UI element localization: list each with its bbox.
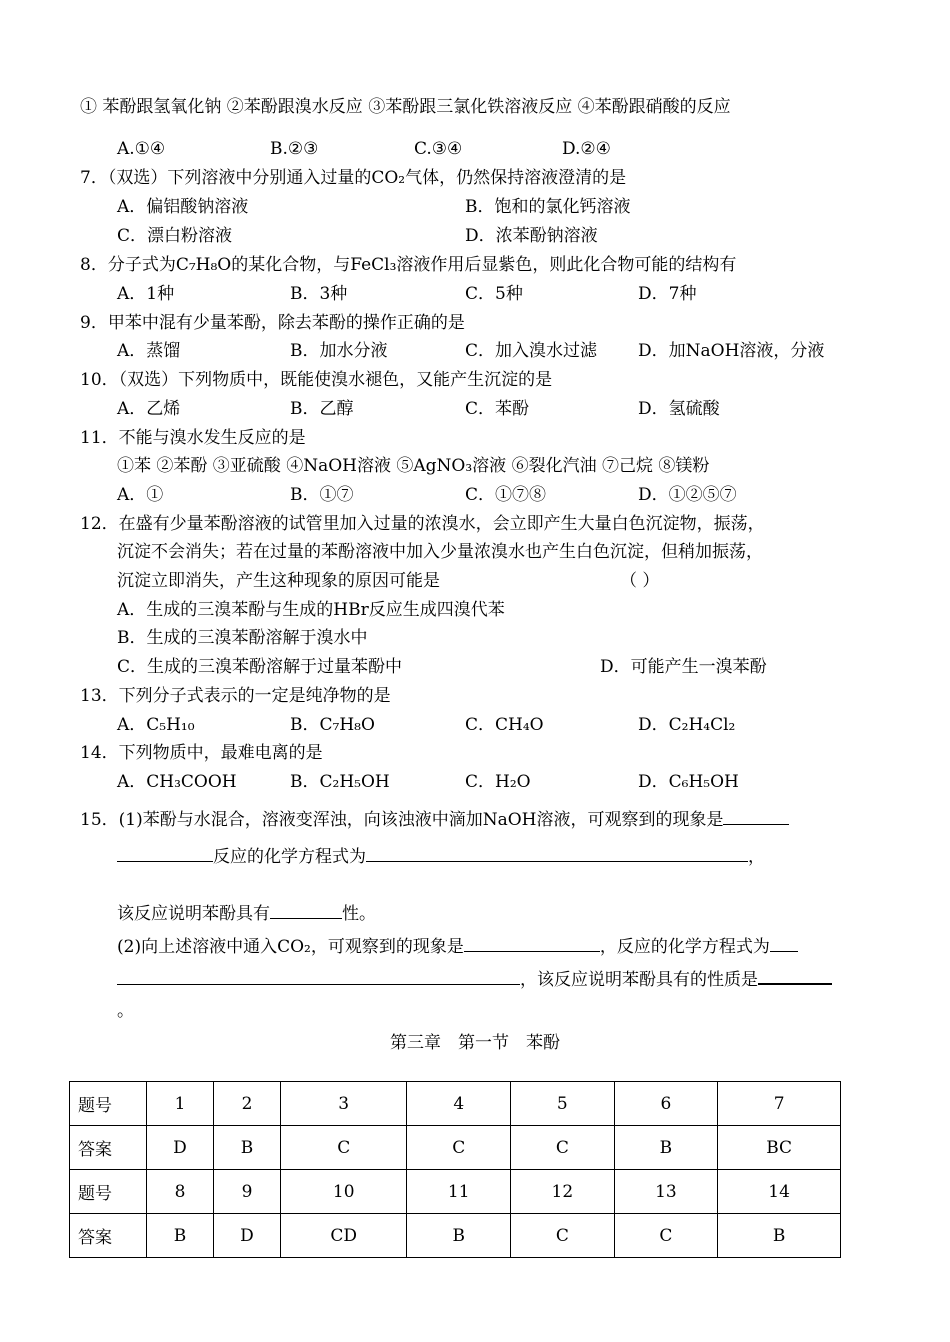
q15-blank-co2-equation[interactable]	[770, 935, 798, 952]
table-cell: C	[511, 1126, 615, 1170]
table-cell: 9	[213, 1170, 280, 1214]
table-row	[70, 1126, 841, 1170]
table-cell: 6	[614, 1082, 718, 1126]
table-cell: 13	[614, 1170, 718, 1214]
q12-stem-line1: 12．在盛有少量苯酚溶液的试管里加入过量的浓溴水，会立即产生大量白色沉淀物，振荡，	[80, 514, 765, 534]
q14-option-d: D．C₆H₅OH	[638, 772, 739, 792]
q15-part2-line2	[117, 967, 832, 991]
q8-option-c: C．5种	[465, 284, 523, 304]
table-cell: B	[614, 1126, 718, 1170]
q11-stem: 11．不能与溴水发生反应的是	[80, 428, 306, 448]
q11-option-a: A．①	[117, 485, 164, 505]
table-cell: 10	[280, 1170, 406, 1214]
q8-option-a: A．1种	[117, 284, 175, 304]
q15-equation-label: 反应的化学方程式为	[213, 847, 366, 867]
q9-option-b: B．加水分液	[290, 341, 388, 361]
q12-stem-line3: 沉淀立即消失，产生这种现象的原因可能是	[117, 571, 440, 591]
q6-option-d: D.②④	[562, 139, 611, 159]
q15-blank-co2-equation-cont[interactable]	[117, 968, 520, 985]
q11-option-b: B．①⑦	[290, 485, 354, 505]
q9-stem: 9．甲苯中混有少量苯酚，除去苯酚的操作正确的是	[80, 313, 465, 333]
q8-option-b: B．3种	[290, 284, 348, 304]
q15-blank-phenomenon-cont[interactable]	[117, 845, 213, 862]
q11-option-c: C．①⑦⑧	[465, 485, 547, 505]
row-header: 题号	[70, 1170, 147, 1214]
q15-blank-co2-phenomenon[interactable]	[464, 935, 600, 952]
q15-part1-line2	[117, 845, 765, 868]
q9-option-a: A．蒸馏	[117, 341, 181, 361]
q8-stem: 8．分子式为C₇H₈O的某化合物，与FeCl₃溶液作用后显紫色，则此化合物可能的结构有	[80, 255, 737, 275]
q14-option-b: B．C₂H₅OH	[290, 772, 390, 792]
q9-option-d: D．加NaOH溶液，分液	[638, 341, 825, 361]
q15-part2-property-label: ，该反应说明苯酚具有的性质是	[520, 970, 758, 990]
q6-option-a: A.①④	[117, 139, 166, 159]
row-header: 答案	[70, 1126, 147, 1170]
q15-period: 。	[117, 1001, 134, 1021]
q15-comma: ，	[748, 847, 765, 867]
q12-stem-line2: 沉淀不会消失；若在过量的苯酚溶液中加入少量浓溴水也产生白色沉淀，但稍加振荡，	[117, 542, 763, 562]
q13-option-d: D．C₂H₄Cl₂	[638, 715, 736, 735]
q15-blank-phenomenon[interactable]	[723, 808, 789, 825]
table-cell: B	[718, 1214, 841, 1258]
table-cell: 8	[147, 1170, 214, 1214]
table-row	[70, 1082, 841, 1126]
q15-property-suffix: 性。	[342, 904, 376, 924]
q12-option-c: C．生成的三溴苯酚溶解于过量苯酚中	[117, 657, 403, 677]
table-cell: 5	[511, 1082, 615, 1126]
q13-option-a: A．C₅H₁₀	[117, 715, 195, 735]
q12-answer-paren: （ ）	[620, 571, 660, 591]
q15-part1-line1	[80, 808, 789, 831]
q7-option-d: D．浓苯酚钠溶液	[465, 226, 598, 246]
table-cell: B	[213, 1126, 280, 1170]
q13-option-c: C．CH₄O	[465, 715, 544, 735]
q12-option-a: A．生成的三溴苯酚与生成的HBr反应生成四溴代苯	[117, 600, 505, 620]
table-cell: CD	[280, 1214, 406, 1258]
q13-stem: 13．下列分子式表示的一定是纯净物的是	[80, 686, 391, 706]
answer-table	[69, 1081, 841, 1258]
table-cell: C	[614, 1214, 718, 1258]
table-cell: D	[213, 1214, 280, 1258]
q6-option-b: B.②③	[270, 139, 319, 159]
table-cell: 11	[407, 1170, 511, 1214]
table-cell: B	[407, 1214, 511, 1258]
table-cell: 7	[718, 1082, 841, 1126]
q15-part2-equation-label: ，反应的化学方程式为	[599, 937, 770, 957]
table-row	[70, 1170, 841, 1214]
table-cell: 3	[280, 1082, 406, 1126]
q12-option-b: B．生成的三溴苯酚溶解于溴水中	[117, 628, 368, 648]
table-cell: 14	[718, 1170, 841, 1214]
q15-blank-property[interactable]	[270, 902, 342, 919]
table-cell: B	[147, 1214, 214, 1258]
q6-items: ① 苯酚跟氢氧化钠 ②苯酚跟溴水反应 ③苯酚跟三氯化铁溶液反应 ④苯酚跟硝酸的反应	[80, 97, 731, 117]
q14-stem: 14．下列物质中，最难电离的是	[80, 743, 323, 763]
q10-option-d: D．氢硫酸	[638, 399, 720, 419]
q10-option-b: B．乙醇	[290, 399, 354, 419]
q15-part1-line3	[117, 902, 376, 925]
q6-option-c: C.③④	[414, 139, 463, 159]
table-row	[70, 1214, 841, 1258]
table-cell: 12	[511, 1170, 615, 1214]
q7-option-b: B．饱和的氯化钙溶液	[465, 197, 631, 217]
row-header: 答案	[70, 1214, 147, 1258]
q8-option-d: D．7种	[638, 284, 697, 304]
q10-stem: 10．（双选）下列物质中，既能使溴水褪色，又能产生沉淀的是	[80, 370, 553, 390]
q11-option-d: D．①②⑤⑦	[638, 485, 737, 505]
answer-key-title: 第三章 第一节 苯酚	[390, 1033, 560, 1053]
q15-part2-text: (2)向上述溶液中通入CO₂，可观察到的现象是	[117, 937, 464, 957]
table-cell: C	[511, 1214, 615, 1258]
table-cell: D	[147, 1126, 214, 1170]
row-header: 题号	[70, 1082, 147, 1126]
q7-option-a: A．偏铝酸钠溶液	[117, 197, 249, 217]
q11-items: ①苯 ②苯酚 ③亚硫酸 ④NaOH溶液 ⑤AgNO₃溶液 ⑥裂化汽油 ⑦己烷 ⑧镁粉	[117, 456, 710, 476]
q14-option-c: C．H₂O	[465, 772, 531, 792]
q13-option-b: B．C₇H₈O	[290, 715, 375, 735]
q15-blank-equation[interactable]	[366, 845, 748, 862]
table-cell: C	[407, 1126, 511, 1170]
q10-option-a: A．乙烯	[117, 399, 181, 419]
table-cell: C	[280, 1126, 406, 1170]
table-cell: 4	[407, 1082, 511, 1126]
table-cell: 2	[213, 1082, 280, 1126]
q12-option-d: D．可能产生一溴苯酚	[600, 657, 767, 677]
q7-option-c: C．漂白粉溶液	[117, 226, 233, 246]
q15-part2-line1	[117, 935, 798, 958]
q15-blank-co2-property[interactable]	[758, 967, 832, 985]
q7-stem: 7．（双选）下列溶液中分别通入过量的CO₂气体，仍然保持溶液澄清的是	[80, 168, 627, 188]
q14-option-a: A．CH₃COOH	[117, 772, 237, 792]
table-cell: 1	[147, 1082, 214, 1126]
q15-property-label: 该反应说明苯酚具有	[117, 904, 270, 924]
q10-option-c: C．苯酚	[465, 399, 530, 419]
q15-part1-text: 15．(1)苯酚与水混合，溶液变浑浊，向该浊液中滴加NaOH溶液，可观察到的现象是	[80, 810, 724, 830]
table-cell: BC	[718, 1126, 841, 1170]
q9-option-c: C．加入溴水过滤	[465, 341, 598, 361]
